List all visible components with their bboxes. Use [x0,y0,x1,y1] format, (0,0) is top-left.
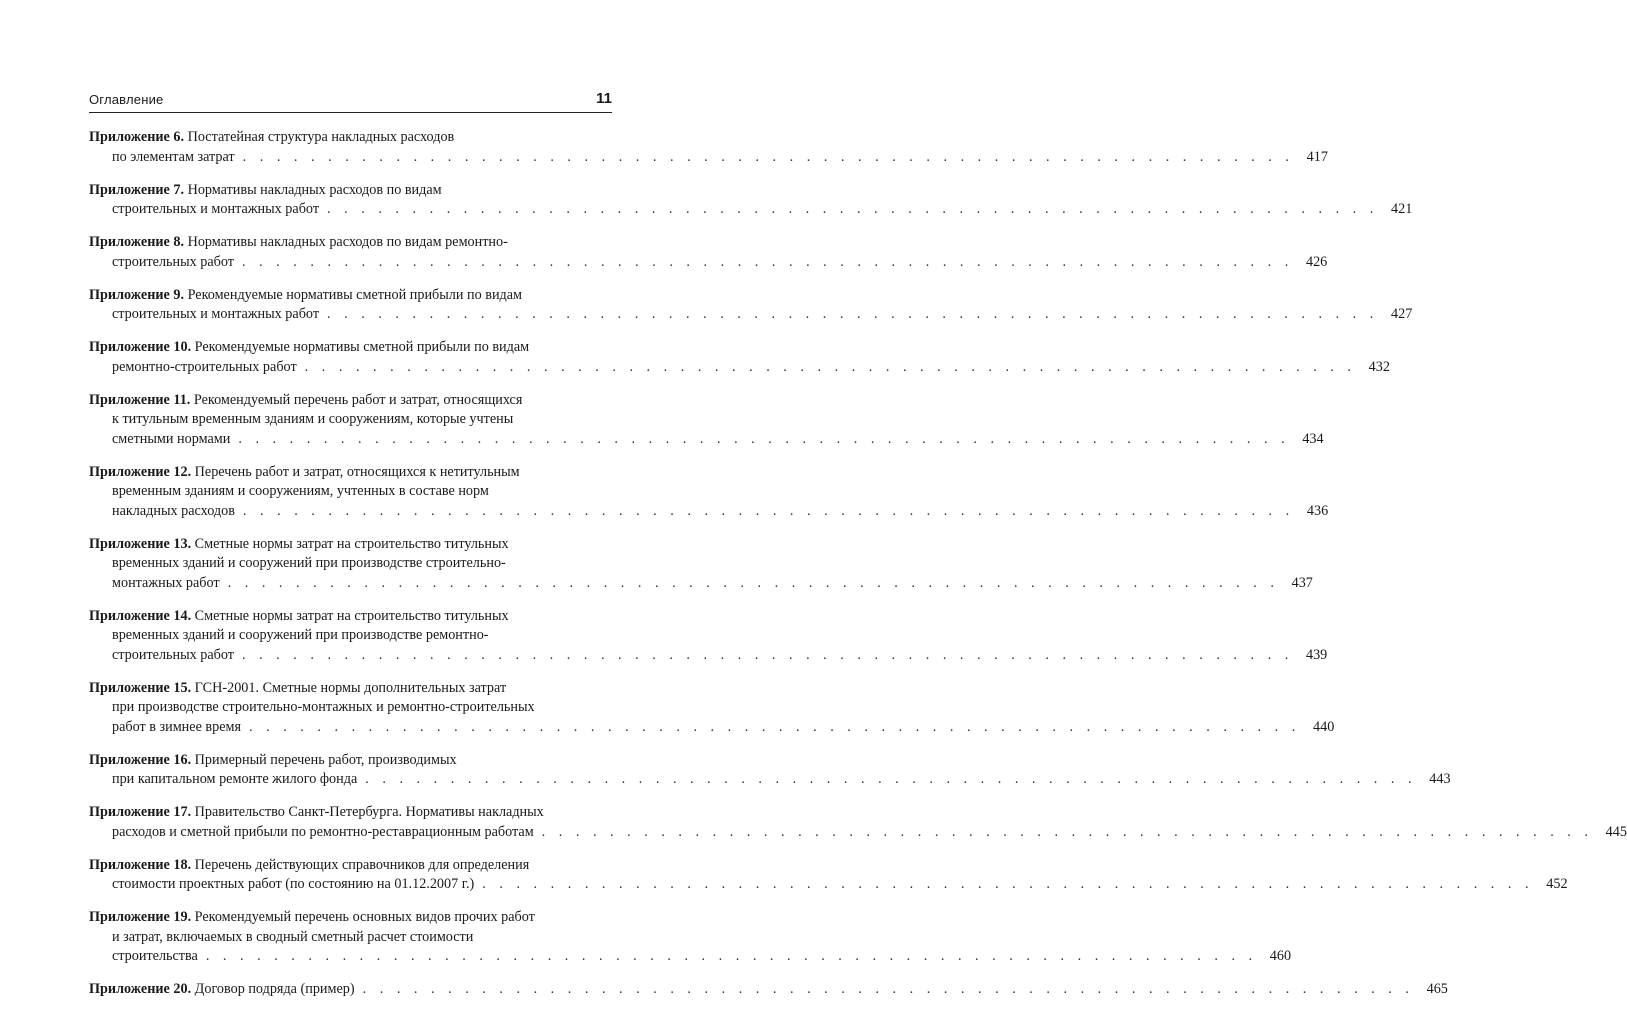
toc-entry-label: Приложение 9. [89,286,185,303]
running-header [89,92,612,113]
toc-entry-page: 432 [1368,358,1390,375]
toc-entry[interactable] [89,463,1329,522]
toc-entry-text: работ в зимнее время [112,718,242,735]
toc-entry-page: 460 [1269,948,1292,964]
toc-entry-text: строительных и монтажных работ [112,306,320,322]
toc-entry-label: Приложение 8. [89,234,185,250]
toc-entry-page: 443 [1429,771,1451,787]
toc-entry-text: монтажных работ [112,574,220,591]
header-title: Оглавление [89,92,164,107]
toc-entry-text: Сметные нормы затрат на строительство титульных [194,535,509,552]
toc-entry-label: Приложение 20. [89,981,192,997]
toc-entry-page: 421 [1391,201,1413,217]
toc-entry-text: Рекомендуемые нормативы сметной прибыли по видам [194,339,530,355]
toc-entry[interactable] [89,751,1451,790]
toc-entry-text: Договор подряда (пример) [194,981,355,997]
dot-leader: . . . . . . . . . . . . . . . . . . . . . . . . . . . . . . . . . . . . . . . . . . . . . . . . . . . . . . . . . . . . . . [541,823,1593,840]
toc-entry-text: накладных расходов [112,502,235,519]
toc-entry-text: ремонтно-строительных работ [112,358,297,375]
toc-entry[interactable] [89,679,1335,738]
toc-entry[interactable] [89,128,1328,167]
toc-entry[interactable] [89,980,1448,1000]
toc-entry-text: к титульным временным зданиям и сооружениям, которые учтены [112,411,514,427]
toc-entry-text: Рекомендуемый перечень основных видов прочих работ [194,909,535,925]
toc-entry-text: при производстве строительно-монтажных и ремонтно-строительных [112,699,535,715]
toc-entry-text: Сметные нормы затрат на строительство титульных [194,607,509,624]
dot-leader: . . . . . . . . . . . . . . . . . . . . . . . . . . . . . . . . . . . . . . . . . . . . . . . . . . . . . . . . . . . . . . [327,201,1379,217]
toc-entry-label: Приложение 18. [89,856,192,873]
toc-entry-text: строительных и монтажных работ [112,201,320,217]
toc-entry-label: Приложение 11. [89,391,191,408]
toc-entry-text: строительства [112,948,198,964]
toc-entry[interactable] [89,908,1292,967]
table-of-contents [89,128,1627,1013]
toc-entry-page: 445 [1605,823,1627,840]
toc-entry-text: строительных работ [112,253,234,270]
dot-leader: . . . . . . . . . . . . . . . . . . . . . . . . . . . . . . . . . . . . . . . . . . . . . . . . . . . . . . . . . . . . . . [482,876,1534,892]
toc-entry[interactable] [89,856,1568,895]
toc-entry-text: временным зданиям и сооружениям, учтенных в составе норм [112,483,489,499]
dot-leader: . . . . . . . . . . . . . . . . . . . . . . . . . . . . . . . . . . . . . . . . . . . . . . . . . . . . . . . . . . . . . . [238,430,1290,447]
toc-entry-page: 427 [1391,306,1413,322]
toc-entry-text: Правительство Санкт-Петербурга. Нормативы накладных [194,804,544,820]
toc-entry-label: Приложение 7. [89,181,185,198]
toc-entry-page: 436 [1306,502,1329,519]
toc-entry-text: ГСН-2001. Сметные нормы дополнительных затрат [194,679,507,696]
toc-entry-text: по элементам затрат [112,148,235,165]
dot-leader: . . . . . . . . . . . . . . . . . . . . . . . . . . . . . . . . . . . . . . . . . . . . . . . . . . . . . . . . . . . . . . [249,718,1301,735]
toc-entry-text: при капитальном ремонте жилого фонда [112,771,358,787]
toc-entry-label: Приложение 19. [89,909,192,925]
dot-leader: . . . . . . . . . . . . . . . . . . . . . . . . . . . . . . . . . . . . . . . . . . . . . . . . . . . . . . . . . . . . . . [365,771,1417,787]
toc-entry-page: 439 [1305,646,1328,663]
toc-entry-label: Приложение 10. [89,339,192,355]
toc-entry-text: временных зданий и сооружений при производстве строительно- [112,555,506,571]
toc-entry-text: временных зданий и сооружений при производстве ремонтно- [112,627,489,643]
toc-entry[interactable] [89,181,1413,220]
toc-entry-label: Приложение 15. [89,679,192,696]
dot-leader: . . . . . . . . . . . . . . . . . . . . . . . . . . . . . . . . . . . . . . . . . . . . . . . . . . . . . . . . . . . . . . [227,574,1279,591]
header-page-number: 11 [596,90,612,107]
toc-entry[interactable] [89,607,1328,666]
toc-entry-page: 452 [1546,876,1568,892]
dot-leader: . . . . . . . . . . . . . . . . . . . . . . . . . . . . . . . . . . . . . . . . . . . . . . . . . . . . . . . . . . . . . . [362,981,1414,997]
toc-entry-text: Нормативы накладных расходов по видам ремонтно- [187,234,508,250]
toc-entry-label: Приложение 16. [89,751,192,768]
toc-entry-text: Рекомендуемый перечень работ и затрат, относящихся [193,391,523,408]
toc-entry-text: стоимости проектных работ (по состоянию на 01.12.2007 г.) [112,876,475,892]
toc-entry-label: Приложение 14. [89,607,192,624]
dot-leader: . . . . . . . . . . . . . . . . . . . . . . . . . . . . . . . . . . . . . . . . . . . . . . . . . . . . . . . . . . . . . . [241,253,1294,270]
toc-entry-text: и затрат, включаемых в сводный сметный расчет стоимости [112,928,474,945]
toc-entry-label: Приложение 12. [89,463,192,480]
dot-leader: . . . . . . . . . . . . . . . . . . . . . . . . . . . . . . . . . . . . . . . . . . . . . . . . . . . . . . . . . . . . . . [242,148,1294,165]
dot-leader: . . . . . . . . . . . . . . . . . . . . . . . . . . . . . . . . . . . . . . . . . . . . . . . . . . . . . . . . . . . . . . [304,358,1356,375]
dot-leader: . . . . . . . . . . . . . . . . . . . . . . . . . . . . . . . . . . . . . . . . . . . . . . . . . . . . . . . . . . . . . . [327,306,1379,322]
toc-entry-label: Приложение 17. [89,804,192,820]
toc-entry-text: Нормативы накладных расходов по видам [187,181,442,198]
toc-entry-text: Перечень работ и затрат, относящихся к нетитульным [194,463,520,480]
toc-entry-page: 426 [1305,253,1328,270]
dot-leader: . . . . . . . . . . . . . . . . . . . . . . . . . . . . . . . . . . . . . . . . . . . . . . . . . . . . . . . . . . . . . . [241,646,1294,663]
toc-entry-text: Постатейная структура накладных расходов [187,129,455,145]
toc-entry-page: 437 [1291,574,1313,591]
toc-entry-page: 417 [1306,148,1328,165]
dot-leader: . . . . . . . . . . . . . . . . . . . . . . . . . . . . . . . . . . . . . . . . . . . . . . . . . . . . . . . . . . . . . . [242,502,1295,519]
dot-leader: . . . . . . . . . . . . . . . . . . . . . . . . . . . . . . . . . . . . . . . . . . . . . . . . . . . . . . . . . . . . . . [205,948,1258,964]
toc-entry-text: строительных работ [112,646,234,663]
toc-entry[interactable] [89,233,1328,272]
toc-entry[interactable] [89,391,1324,450]
toc-entry[interactable] [89,535,1313,594]
toc-entry-text: расходов и сметной прибыли по ремонтно-реставрационным работам [112,823,534,840]
toc-entry-label: Приложение 13. [89,535,192,552]
toc-entry-text: Примерный перечень работ, производимых [194,751,457,768]
toc-entry-text: Рекомендуемые нормативы сметной прибыли по видам [187,286,523,303]
toc-entry-page: 434 [1302,430,1324,447]
toc-entry[interactable] [89,286,1413,325]
toc-entry-text: сметными нормами [112,430,231,447]
toc-entry-page: 440 [1313,718,1335,735]
toc-entry-page: 465 [1426,981,1448,997]
toc-entry[interactable] [89,338,1390,377]
toc-entry-label: Приложение 6. [89,129,185,145]
toc-entry[interactable] [89,803,1627,842]
toc-entry-text: Перечень действующих справочников для определения [194,856,530,873]
